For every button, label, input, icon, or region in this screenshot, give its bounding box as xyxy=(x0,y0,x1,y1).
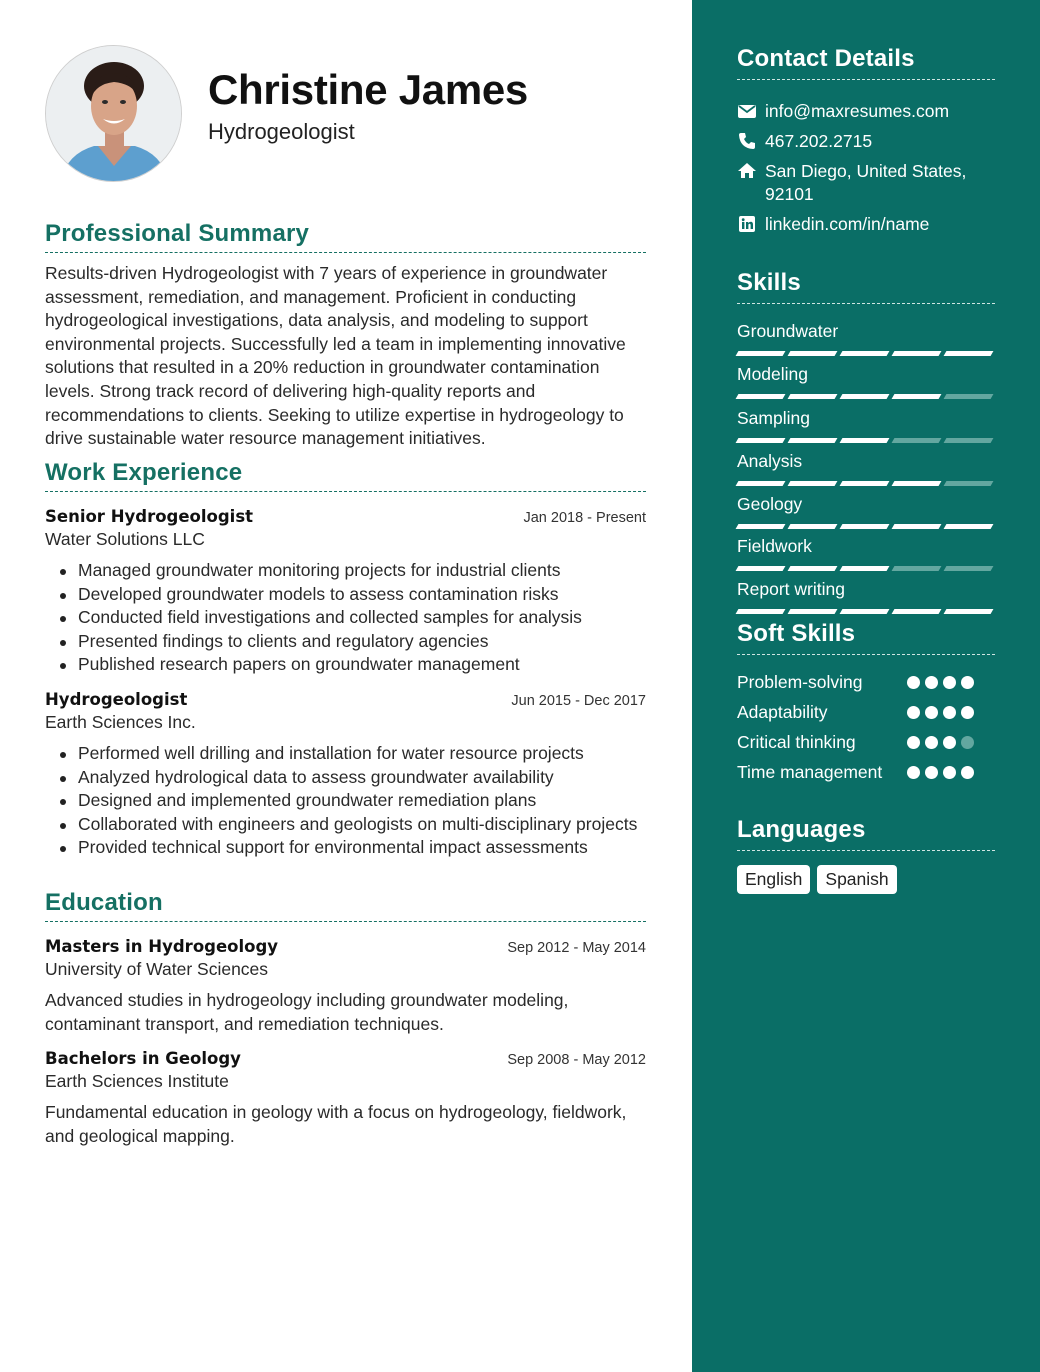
degree-title: Bachelors in Geology xyxy=(45,1049,241,1069)
experience-section xyxy=(45,459,646,860)
skill-level-segment xyxy=(788,524,838,529)
language-tag: English xyxy=(737,865,810,894)
soft-skill-item xyxy=(737,702,995,723)
rating-dot xyxy=(943,736,956,749)
contact-linkedin xyxy=(737,213,995,236)
candidate-name: Christine James xyxy=(208,66,528,113)
skill-level-segment xyxy=(892,481,942,486)
experience-title: Work Experience xyxy=(45,459,646,492)
contact-email-text[interactable]: info@maxresumes.com xyxy=(765,101,950,121)
skill-level-segment xyxy=(788,609,838,614)
skill-name: Report writing xyxy=(737,579,845,599)
contact-email xyxy=(737,100,995,123)
job-bullet: Conducted field investigations and collected samples for analysis xyxy=(78,606,646,630)
skill-level-bar xyxy=(737,481,995,486)
job-title: Hydrogeologist xyxy=(45,689,188,709)
skill-level-segment xyxy=(944,438,994,443)
skill-level-segment xyxy=(840,524,890,529)
skill-level-segment xyxy=(944,394,994,399)
skill-level-segment xyxy=(840,438,890,443)
contact-phone-text: 467.202.2715 xyxy=(765,131,873,151)
contact-phone xyxy=(737,130,995,153)
job-bullet: Performed well drilling and installation for water resource projects xyxy=(78,742,646,766)
skill-level-segment xyxy=(892,351,942,356)
contact-address-text: San Diego, United States, 92101 xyxy=(765,161,967,204)
soft-skill-name: Adaptability xyxy=(737,702,828,722)
rating-dot xyxy=(943,766,956,779)
skill-level-segment xyxy=(840,351,890,356)
skill-item xyxy=(737,494,995,529)
skill-name: Groundwater xyxy=(737,321,839,341)
rating-dot xyxy=(943,706,956,719)
skills-title: Skills xyxy=(737,269,995,304)
job-entry xyxy=(45,507,646,677)
avatar-illustration xyxy=(46,46,182,182)
soft-skill-name: Problem-solving xyxy=(737,672,863,692)
education-title: Education xyxy=(45,889,646,922)
job-title: Senior Hydrogeologist xyxy=(45,507,254,526)
skill-level-bar xyxy=(737,394,995,399)
skill-level-segment xyxy=(892,524,942,529)
education-description: Fundamental education in geology with a focus on hydrogeology, fieldwork, and geological mapping. xyxy=(45,1102,627,1146)
contact-linkedin-text[interactable]: linkedin.com/in/name xyxy=(765,214,930,234)
education-description: Advanced studies in hydrogeology including groundwater modeling, contaminant transport, and remediation techniques. xyxy=(45,990,569,1034)
job-company: Water Solutions LLC xyxy=(45,529,205,549)
job-bullet: Analyzed hydrological data to assess groundwater availability xyxy=(78,766,646,790)
rating-dot xyxy=(925,676,938,689)
school-name: Earth Sciences Institute xyxy=(45,1071,229,1092)
soft-skill-item xyxy=(737,762,995,783)
education-section xyxy=(45,889,646,1148)
skill-level-bar xyxy=(737,438,995,443)
school-name: University of Water Sciences xyxy=(45,959,269,979)
education-dates: Sep 2008 - May 2012 xyxy=(507,1052,646,1069)
rating-dot xyxy=(961,736,974,749)
rating-dot xyxy=(961,676,974,689)
education-dates: Sep 2012 - May 2014 xyxy=(507,940,646,956)
skill-item xyxy=(737,451,995,486)
job-entry xyxy=(45,690,646,860)
rating-dot xyxy=(907,736,920,749)
job-bullet: Designed and implemented groundwater remediation plans xyxy=(78,789,646,813)
job-company: Earth Sciences Inc. xyxy=(45,711,196,732)
contact-address xyxy=(737,160,995,206)
profile-photo xyxy=(45,45,182,182)
skill-item xyxy=(737,579,995,614)
linkedin-icon xyxy=(737,214,757,234)
contact-title: Contact Details xyxy=(737,45,995,80)
rating-dot xyxy=(925,736,938,749)
skill-level-segment xyxy=(892,566,942,571)
job-bullets xyxy=(45,559,646,677)
education-entry xyxy=(45,1049,646,1148)
skill-level-segment xyxy=(788,438,838,443)
job-bullet: Presented findings to clients and regulatory agencies xyxy=(78,630,646,654)
resume-sidebar xyxy=(692,0,1040,1372)
language-tag: Spanish xyxy=(817,865,896,894)
skill-name: Fieldwork xyxy=(737,536,812,556)
skill-level-segment xyxy=(840,566,890,571)
skill-name: Geology xyxy=(737,494,803,514)
skill-level-segment xyxy=(892,438,942,443)
skill-level-segment xyxy=(788,566,838,571)
summary-section xyxy=(45,220,646,451)
home-icon xyxy=(737,161,757,181)
skill-name: Modeling xyxy=(737,364,809,384)
skill-level-segment xyxy=(736,351,786,356)
skill-level-segment xyxy=(944,351,994,356)
skill-level-segment xyxy=(840,481,890,486)
rating-dot xyxy=(907,676,920,689)
skill-level-segment xyxy=(788,481,838,486)
soft-skill-rating xyxy=(907,676,987,689)
skill-level-segment xyxy=(736,566,786,571)
skill-level-segment xyxy=(840,609,890,614)
skill-level-segment xyxy=(788,394,838,399)
skill-level-segment xyxy=(788,351,838,356)
job-bullets xyxy=(45,742,646,860)
skill-name: Analysis xyxy=(737,451,803,471)
skill-level-segment xyxy=(944,481,994,486)
skill-level-segment xyxy=(892,609,942,614)
soft-skill-name: Critical thinking xyxy=(737,732,856,752)
skill-name: Sampling xyxy=(737,408,810,428)
skill-level-segment xyxy=(736,524,786,529)
rating-dot xyxy=(907,766,920,779)
soft-skill-item xyxy=(737,672,995,693)
job-dates: Jun 2015 - Dec 2017 xyxy=(511,692,646,709)
soft-skill-name: Time management xyxy=(737,762,883,782)
candidate-role: Hydrogeologist xyxy=(208,119,355,144)
phone-icon xyxy=(737,131,757,151)
skill-level-bar xyxy=(737,524,995,529)
job-bullet: Provided technical support for environmental impact assessments xyxy=(78,836,646,860)
rating-dot xyxy=(925,706,938,719)
skill-level-segment xyxy=(944,609,994,614)
summary-text: Results-driven Hydrogeologist with 7 years of experience in groundwater assessment, remediation, and management. Proficient in conducting hydrogeological investigations, data analysis, and modeling to support environmental projects. Successfully led a team in implementing innovative solutions that resulted in a 20% reduction in groundwater contamination levels. Strong track record of delivering high-quality reports and recommendations to clients. Seeking to utilize expertise in hydrogeology to drive sustainable water resource management initiatives. xyxy=(45,263,626,449)
rating-dot xyxy=(925,766,938,779)
job-dates: Jan 2018 - Present xyxy=(523,510,646,526)
degree-title: Masters in Hydrogeology xyxy=(45,937,279,956)
skill-level-bar xyxy=(737,609,995,614)
envelope-icon xyxy=(737,101,757,121)
skill-level-segment xyxy=(736,438,786,443)
skill-level-segment xyxy=(736,394,786,399)
skill-level-segment xyxy=(892,394,942,399)
skill-level-bar xyxy=(737,566,995,571)
skill-level-segment xyxy=(736,481,786,486)
job-bullet: Published research papers on groundwater management xyxy=(78,653,646,677)
languages-title: Languages xyxy=(737,816,995,851)
rating-dot xyxy=(961,766,974,779)
rating-dot xyxy=(961,706,974,719)
job-bullet: Developed groundwater models to assess contamination risks xyxy=(78,583,646,607)
rating-dot xyxy=(943,676,956,689)
skill-level-bar xyxy=(737,351,995,356)
summary-title: Professional Summary xyxy=(45,220,646,253)
job-bullet: Collaborated with engineers and geologists on multi-disciplinary projects xyxy=(78,813,646,837)
skill-level-segment xyxy=(944,524,994,529)
soft-skill-rating xyxy=(907,736,987,749)
skill-item xyxy=(737,321,995,356)
soft-skill-rating xyxy=(907,706,987,719)
skill-level-segment xyxy=(840,394,890,399)
rating-dot xyxy=(907,706,920,719)
skill-item xyxy=(737,408,995,443)
skill-level-segment xyxy=(736,609,786,614)
job-bullet: Managed groundwater monitoring projects for industrial clients xyxy=(78,559,646,583)
education-entry xyxy=(45,937,646,1036)
skill-level-segment xyxy=(944,566,994,571)
skill-item xyxy=(737,364,995,399)
soft-skill-rating xyxy=(907,766,987,779)
skill-item xyxy=(737,536,995,571)
soft-skills-title: Soft Skills xyxy=(737,620,995,655)
languages-list xyxy=(737,865,897,894)
soft-skill-item xyxy=(737,732,995,753)
